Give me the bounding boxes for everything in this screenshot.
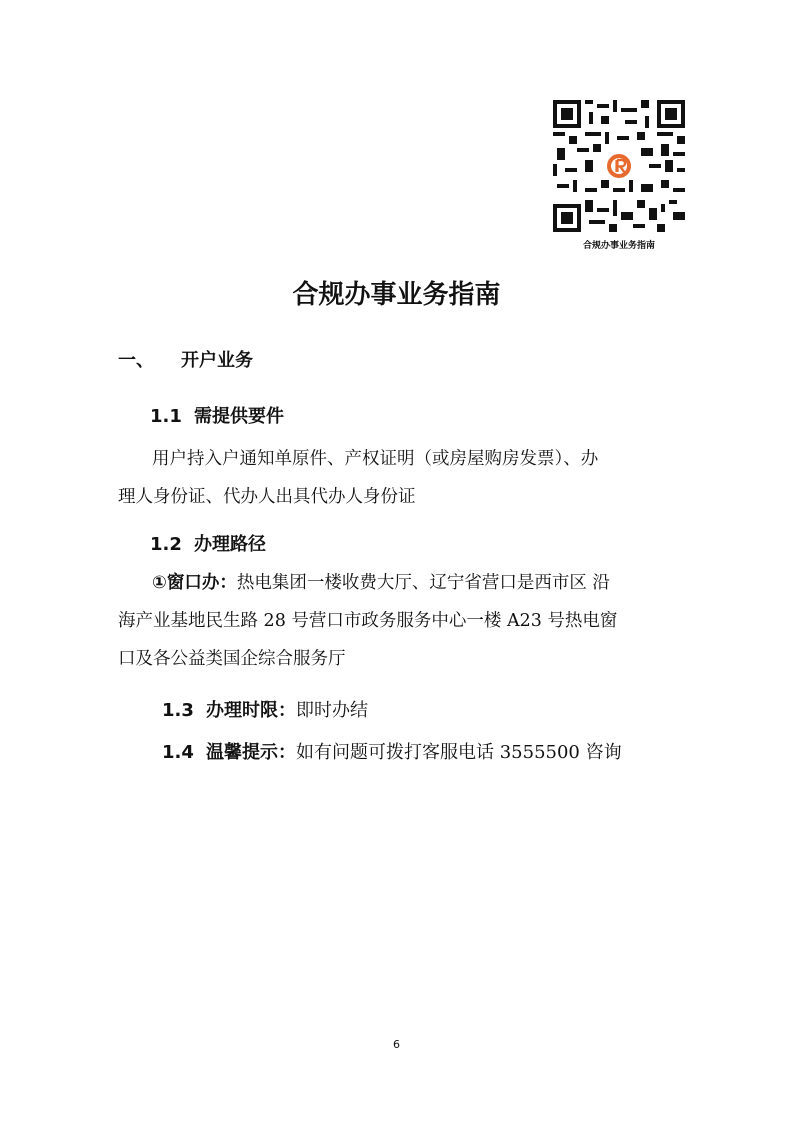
paragraph-line: 海产业基地民生路 28 号营口市政务服务中心一楼 A23 号热电窗 bbox=[118, 611, 618, 631]
paragraph-line: 用户持入户通知单原件、产权证明（或房屋购房发票）、办 bbox=[152, 449, 599, 469]
window-label: ①窗口办： bbox=[152, 573, 237, 593]
subsection-number: 1.4 bbox=[162, 742, 194, 763]
paragraph-service-path bbox=[118, 564, 683, 678]
subsection-label: 需提供要件 bbox=[194, 406, 284, 427]
section-heading-1 bbox=[118, 346, 253, 372]
subsection-label: 温馨提示： bbox=[206, 742, 296, 763]
subsection-value: 即时办结 bbox=[296, 700, 368, 721]
page-number: 6 bbox=[393, 1038, 400, 1051]
paragraph-line: 理人身份证、代办人出具代办人身份证 bbox=[118, 487, 416, 507]
subsection-number: 1.2 bbox=[150, 534, 182, 555]
document-title: 合规办事业务指南 bbox=[292, 280, 501, 310]
subsection-1-3 bbox=[162, 696, 368, 722]
subsection-1-4 bbox=[162, 738, 622, 764]
section-label: 开户业务 bbox=[181, 350, 253, 371]
qr-code-image bbox=[553, 100, 685, 232]
paragraph-required-documents bbox=[118, 440, 683, 516]
paragraph-line bbox=[118, 564, 683, 602]
section-number: 一、 bbox=[118, 350, 154, 371]
subsection-number: 1.3 bbox=[162, 700, 194, 721]
subsection-value: 如有问题可拨打客服电话 3555500 咨询 bbox=[296, 742, 622, 763]
subsection-label: 办理时限： bbox=[206, 700, 296, 721]
paragraph-line: 口及各公益类国企综合服务厅 bbox=[118, 649, 346, 669]
subsection-label: 办理路径 bbox=[194, 534, 266, 555]
subsection-number: 1.1 bbox=[150, 406, 182, 427]
qr-caption: 合规办事业务指南 bbox=[582, 241, 655, 251]
subsection-1-2 bbox=[150, 530, 266, 556]
subsection-1-1 bbox=[150, 402, 284, 428]
paragraph-text: 热电集团一楼收费大厅、辽宁省营口是西市区 沿 bbox=[236, 573, 610, 593]
